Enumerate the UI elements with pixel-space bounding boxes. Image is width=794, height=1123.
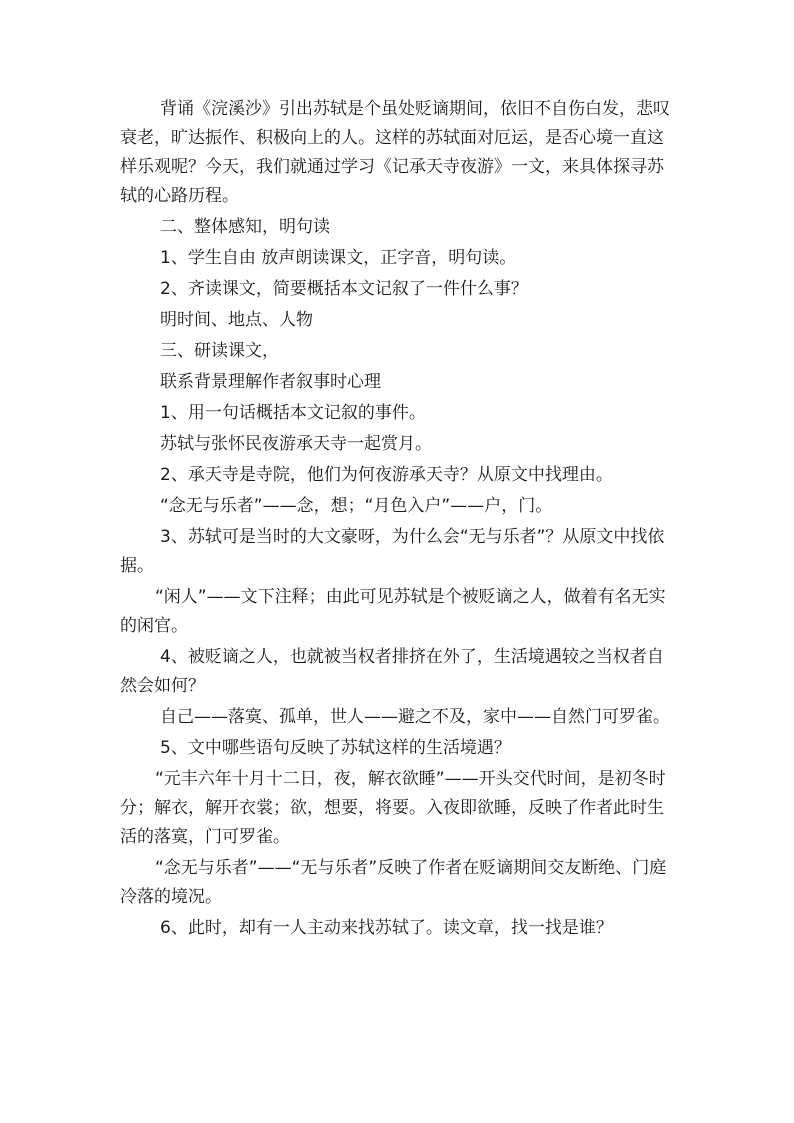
list-item: 2、承天寺是寺院，他们为何夜游承天寺？从原文中找理由。	[160, 465, 613, 485]
list-item: 1、学生自由 放声朗读课文，正字音，明句读。	[160, 248, 517, 268]
paragraph: “元丰六年十月十二日，夜，解衣欲睡”——开头交代时间，是初冬时分；解衣，解开衣裳；欲，想要，将要。入夜即欲睡，反映了作者此时生活的落寞，门可罗雀。	[120, 769, 666, 847]
list-item: 3、苏轼可是当时的大文豪呀，为什么会“无与乐者”？从原文中找依据。	[120, 527, 665, 576]
paragraph: “念无与乐者”——念，想；“月色入户”——户，门。	[160, 496, 553, 516]
list-item: 4、被贬谪之人，也就被当权者排挤在外了，生活境遇较之当权者自然会如何？	[120, 647, 664, 696]
list-item: 1、用一句话概括本文记叙的事件。	[160, 403, 426, 423]
list-item: 6、此时，却有一人主动来找苏轼了。读文章，找一找是谁？	[160, 918, 613, 938]
paragraph: “念无与乐者”——“无与乐者”反映了作者在贬谪期间交友断绝、门庭冷落的境况。	[120, 858, 667, 907]
section-heading-study-text: 三、研读课文，	[160, 341, 279, 361]
list-item: 5、文中哪些语句反映了苏轼这样的生活境遇？	[160, 738, 511, 758]
paragraph: 苏轼与张怀民夜游承天寺一起赏月。	[160, 434, 432, 454]
paragraph-intro: 背诵《浣溪沙》引出苏轼是个虽处贬谪期间，依旧不自伤白发，悲叹衰老，旷达振作、积极向上的人。这样的苏轼面对厄运，是否心境一直这样乐观呢？今天，我们就通过学习《记承天寺夜游》一文，来具体探寻苏轼的心路历程。	[120, 99, 670, 206]
paragraph: 联系背景理解作者叙事时心理	[160, 372, 381, 392]
paragraph: “闲人”——文下注释；由此可见苏轼是个被贬谪之人，做着有名无实的闲官。	[120, 587, 666, 636]
document-body	[120, 95, 680, 945]
paragraph: 自己——落寞、孤单，世人——避之不及，家中——自然门可罗雀。	[160, 707, 670, 727]
paragraph: 明时间、地点、人物	[160, 310, 313, 330]
section-heading-overall-perception: 二、整体感知，明句读	[160, 217, 330, 237]
list-item: 2、齐读课文，简要概括本文记叙了一件什么事？	[160, 279, 528, 299]
